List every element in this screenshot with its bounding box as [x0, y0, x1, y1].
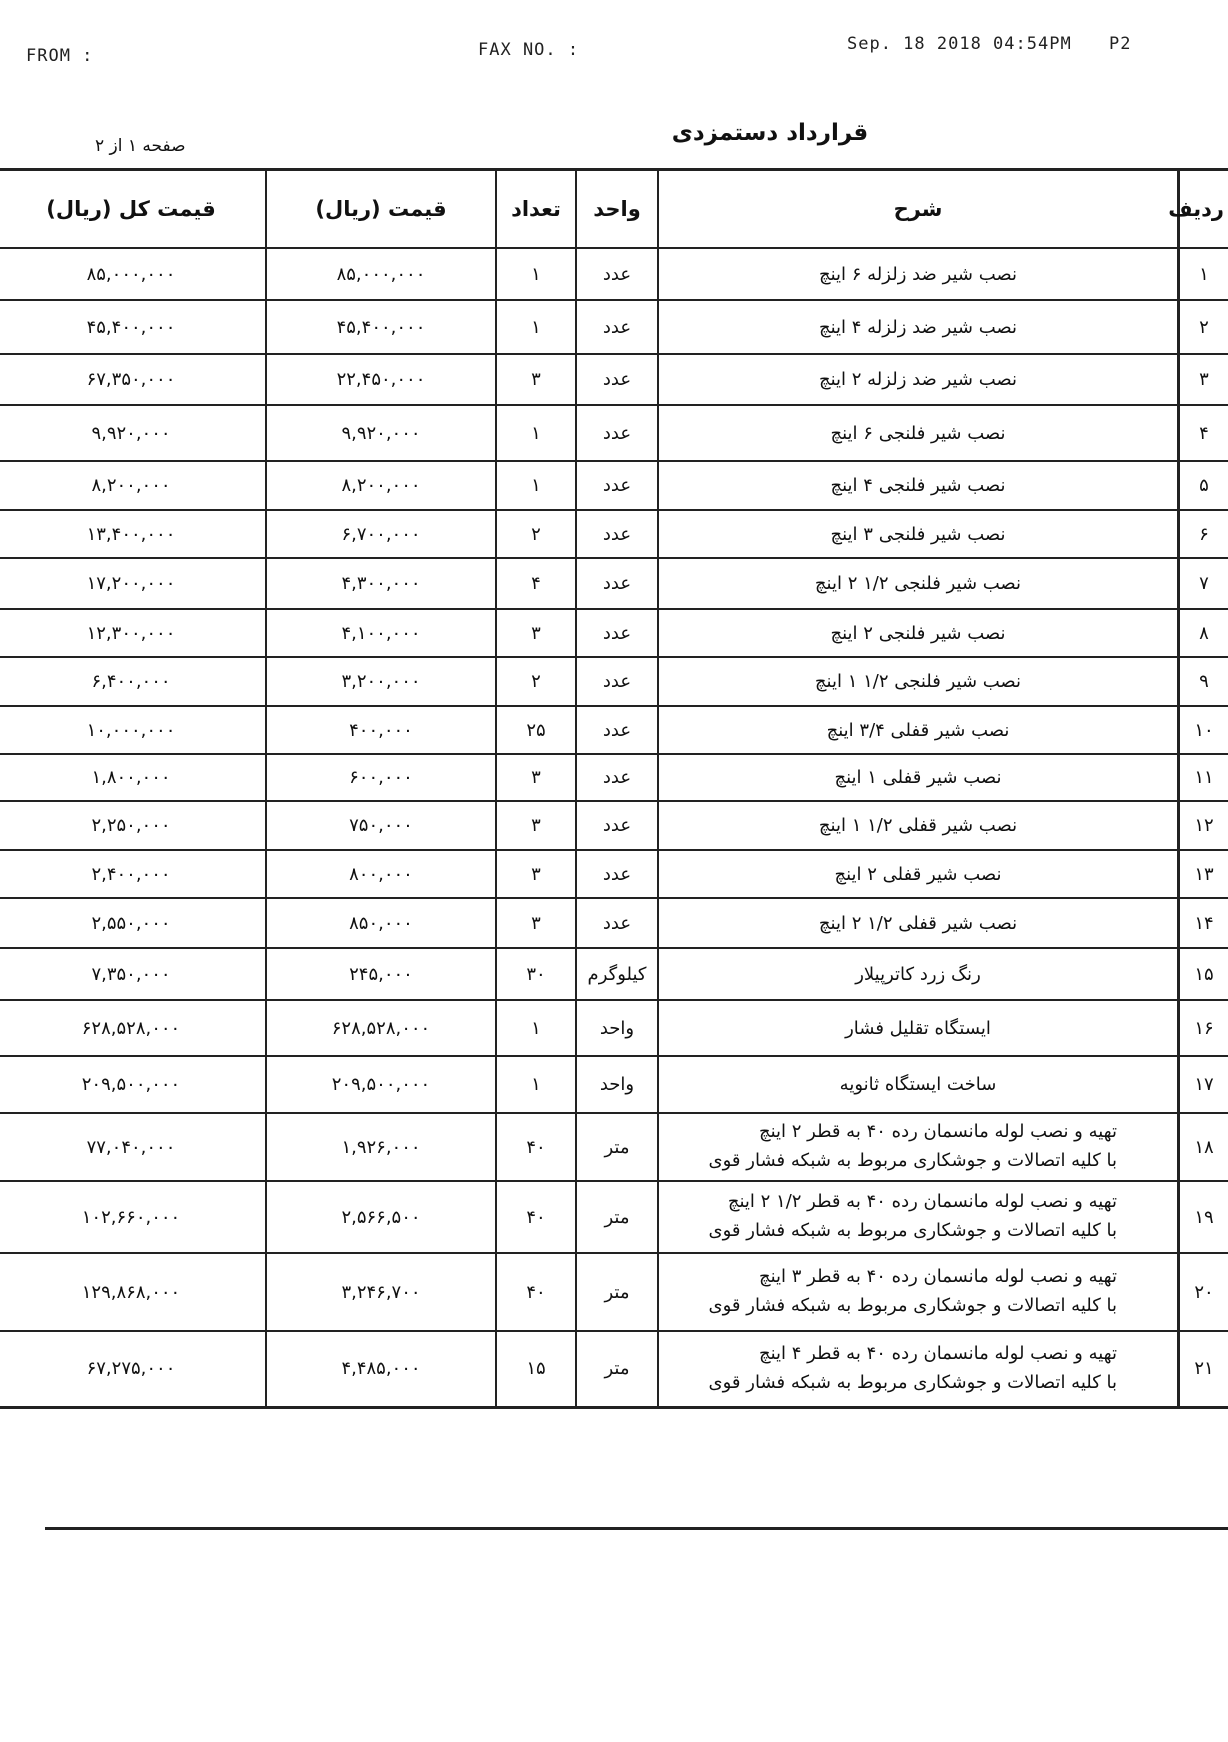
table-row — [0, 609, 1228, 657]
row-number-cell: ۱۴ — [1179, 898, 1228, 948]
unit-price-cell: ۲,۵۶۶,۵۰۰ — [266, 1181, 496, 1253]
unit-cell: عدد — [576, 754, 658, 801]
row-number-cell: ۴ — [1179, 405, 1228, 461]
description-cell: نصب شیر فلنجی ۱/۲ ۱ اینچ — [658, 657, 1179, 706]
column-header-unit: واحد — [576, 170, 658, 249]
quantity-cell: ۲ — [496, 657, 576, 706]
contract-table — [0, 168, 1228, 1409]
table-row — [0, 558, 1228, 609]
row-number-cell: ۱۷ — [1179, 1056, 1228, 1113]
quantity-cell: ۳ — [496, 898, 576, 948]
description-cell: نصب شیر ضد زلزله ۴ اینچ — [658, 300, 1179, 354]
quantity-cell: ۱۵ — [496, 1331, 576, 1407]
document-title: قرارداد دستمزدی — [671, 120, 869, 146]
unit-price-cell: ۱,۹۲۶,۰۰۰ — [266, 1113, 496, 1181]
total-price-cell: ۷۷,۰۴۰,۰۰۰ — [0, 1113, 266, 1181]
unit-price-cell: ۴۵,۴۰۰,۰۰۰ — [266, 300, 496, 354]
quantity-cell: ۱ — [496, 405, 576, 461]
quantity-cell: ۱ — [496, 300, 576, 354]
unit-cell: عدد — [576, 248, 658, 300]
row-number-cell: ۱۶ — [1179, 1000, 1228, 1056]
description-cell: نصب شیر فلنجی ۳ اینچ — [658, 510, 1179, 558]
unit-cell: متر — [576, 1113, 658, 1181]
unit-cell: متر — [576, 1331, 658, 1407]
description-cell — [658, 1331, 1179, 1407]
description-cell: نصب شیر قفلی ۲ اینچ — [658, 850, 1179, 898]
unit-cell: عدد — [576, 609, 658, 657]
column-header-quantity: تعداد — [496, 170, 576, 249]
quantity-cell: ۳ — [496, 754, 576, 801]
unit-price-cell: ۲۰۹,۵۰۰,۰۰۰ — [266, 1056, 496, 1113]
column-header-description: شرح — [658, 170, 1179, 249]
description-cell: نصب شیر فلنجی ۱/۲ ۲ اینچ — [658, 558, 1179, 609]
quantity-cell: ۱ — [496, 461, 576, 510]
description-line: تهیه و نصب لوله مانسمان رده ۴۰ به قطر ۱/۲ ۲ اینچ — [727, 1191, 1117, 1213]
quantity-cell: ۳ — [496, 801, 576, 850]
column-header-total-price: قیمت کل (ریال) — [0, 170, 266, 249]
row-number-cell: ۱۵ — [1179, 948, 1228, 1000]
table-header-row — [0, 170, 1228, 249]
table-row — [0, 898, 1228, 948]
row-number-cell: ۱۸ — [1179, 1113, 1228, 1181]
table-row — [0, 801, 1228, 850]
quantity-cell: ۴ — [496, 558, 576, 609]
unit-cell: عدد — [576, 461, 658, 510]
unit-price-cell: ۴۰۰,۰۰۰ — [266, 706, 496, 754]
unit-price-cell: ۶۰۰,۰۰۰ — [266, 754, 496, 801]
row-number-cell: ۸ — [1179, 609, 1228, 657]
unit-cell: عدد — [576, 898, 658, 948]
total-price-cell: ۱۲,۳۰۰,۰۰۰ — [0, 609, 266, 657]
total-price-cell: ۷,۳۵۰,۰۰۰ — [0, 948, 266, 1000]
row-number-cell: ۵ — [1179, 461, 1228, 510]
description-cell: رنگ زرد کاترپیلار — [658, 948, 1179, 1000]
description-line: تهیه و نصب لوله مانسمان رده ۴۰ به قطر ۲ اینچ — [758, 1121, 1117, 1143]
description-cell: نصب شیر فلنجی ۲ اینچ — [658, 609, 1179, 657]
quantity-cell: ۴۰ — [496, 1113, 576, 1181]
quantity-cell: ۳ — [496, 609, 576, 657]
unit-price-cell: ۳,۲۰۰,۰۰۰ — [266, 657, 496, 706]
page-number: صفحه ۱ از ۲ — [95, 136, 186, 156]
unit-price-cell: ۶۲۸,۵۲۸,۰۰۰ — [266, 1000, 496, 1056]
description-cell: نصب شیر قفلی ۱/۲ ۲ اینچ — [658, 898, 1179, 948]
unit-cell: عدد — [576, 405, 658, 461]
row-number-cell: ۷ — [1179, 558, 1228, 609]
unit-cell: عدد — [576, 510, 658, 558]
unit-cell: عدد — [576, 850, 658, 898]
total-price-cell: ۶۷,۲۷۵,۰۰۰ — [0, 1331, 266, 1407]
unit-cell: کیلوگرم — [576, 948, 658, 1000]
description-line-secondary: با کلیه اتصالات و جوشکاری مربوط به شبکه فشار قوی — [708, 1150, 1117, 1171]
unit-cell: واحد — [576, 1056, 658, 1113]
unit-price-cell: ۳,۲۴۶,۷۰۰ — [266, 1253, 496, 1331]
table-row — [0, 1253, 1228, 1331]
unit-price-cell: ۹,۹۲۰,۰۰۰ — [266, 405, 496, 461]
description-cell — [658, 1181, 1179, 1253]
table-row — [0, 657, 1228, 706]
unit-cell: عدد — [576, 558, 658, 609]
unit-cell: عدد — [576, 657, 658, 706]
total-price-cell: ۲,۴۰۰,۰۰۰ — [0, 850, 266, 898]
table-row — [0, 850, 1228, 898]
quantity-cell: ۳ — [496, 850, 576, 898]
table-row — [0, 354, 1228, 405]
total-price-cell: ۶۲۸,۵۲۸,۰۰۰ — [0, 1000, 266, 1056]
description-line: تهیه و نصب لوله مانسمان رده ۴۰ به قطر ۳ اینچ — [758, 1266, 1117, 1288]
description-cell: نصب شیر ضد زلزله ۶ اینچ — [658, 248, 1179, 300]
description-cell: ایستگاه تقلیل فشار — [658, 1000, 1179, 1056]
row-number-cell: ۱۱ — [1179, 754, 1228, 801]
total-price-cell: ۶,۴۰۰,۰۰۰ — [0, 657, 266, 706]
row-number-cell: ۲ — [1179, 300, 1228, 354]
unit-price-cell: ۲۴۵,۰۰۰ — [266, 948, 496, 1000]
description-line-secondary: با کلیه اتصالات و جوشکاری مربوط به شبکه فشار قوی — [708, 1371, 1117, 1393]
description-cell — [658, 1113, 1179, 1181]
total-price-cell: ۲,۲۵۰,۰۰۰ — [0, 801, 266, 850]
unit-cell: واحد — [576, 1000, 658, 1056]
total-price-cell: ۱۲۹,۸۶۸,۰۰۰ — [0, 1253, 266, 1331]
unit-price-cell: ۸۵,۰۰۰,۰۰۰ — [266, 248, 496, 300]
table-body — [0, 248, 1228, 1407]
total-price-cell: ۸۵,۰۰۰,۰۰۰ — [0, 248, 266, 300]
row-number-cell: ۲۱ — [1179, 1331, 1228, 1407]
total-price-cell: ۱۰۲,۶۶۰,۰۰۰ — [0, 1181, 266, 1253]
unit-price-cell: ۶,۷۰۰,۰۰۰ — [266, 510, 496, 558]
table-row — [0, 248, 1228, 300]
description-cell: نصب شیر فلنجی ۶ اینچ — [658, 405, 1179, 461]
table-row — [0, 948, 1228, 1000]
total-price-cell: ۱,۸۰۰,۰۰۰ — [0, 754, 266, 801]
table-row — [0, 1000, 1228, 1056]
total-price-cell: ۲,۵۵۰,۰۰۰ — [0, 898, 266, 948]
total-price-cell: ۱۰,۰۰۰,۰۰۰ — [0, 706, 266, 754]
total-price-cell: ۶۷,۳۵۰,۰۰۰ — [0, 354, 266, 405]
unit-price-cell: ۴,۳۰۰,۰۰۰ — [266, 558, 496, 609]
description-cell: ساخت ایستگاه ثانویه — [658, 1056, 1179, 1113]
quantity-cell: ۱ — [496, 1056, 576, 1113]
total-price-cell: ۱۳,۴۰۰,۰۰۰ — [0, 510, 266, 558]
unit-price-cell: ۷۵۰,۰۰۰ — [266, 801, 496, 850]
table-row — [0, 1056, 1228, 1113]
table-row — [0, 405, 1228, 461]
unit-price-cell: ۴,۴۸۵,۰۰۰ — [266, 1331, 496, 1407]
row-number-cell: ۲۰ — [1179, 1253, 1228, 1331]
unit-price-cell: ۸۵۰,۰۰۰ — [266, 898, 496, 948]
quantity-cell: ۳۰ — [496, 948, 576, 1000]
unit-price-cell: ۸۰۰,۰۰۰ — [266, 850, 496, 898]
total-price-cell: ۲۰۹,۵۰۰,۰۰۰ — [0, 1056, 266, 1113]
table-row — [0, 300, 1228, 354]
description-cell: نصب شیر ضد زلزله ۲ اینچ — [658, 354, 1179, 405]
fax-page-indicator: P2 — [1109, 34, 1132, 54]
description-cell — [658, 1253, 1179, 1331]
description-line: تهیه و نصب لوله مانسمان رده ۴۰ به قطر ۴ اینچ — [758, 1342, 1117, 1364]
description-cell: نصب شیر قفلی ۱/۲ ۱ اینچ — [658, 801, 1179, 850]
row-number-cell: ۱۰ — [1179, 706, 1228, 754]
fax-from-label: FROM : — [26, 46, 94, 66]
table-row — [0, 1331, 1228, 1407]
description-line-secondary: با کلیه اتصالات و جوشکاری مربوط به شبکه فشار قوی — [708, 1220, 1117, 1241]
total-price-cell: ۸,۲۰۰,۰۰۰ — [0, 461, 266, 510]
row-number-cell: ۳ — [1179, 354, 1228, 405]
unit-cell: عدد — [576, 801, 658, 850]
unit-price-cell: ۴,۱۰۰,۰۰۰ — [266, 609, 496, 657]
total-price-cell: ۱۷,۲۰۰,۰۰۰ — [0, 558, 266, 609]
table-row — [0, 461, 1228, 510]
row-number-cell: ۱۲ — [1179, 801, 1228, 850]
description-cell: نصب شیر فلنجی ۴ اینچ — [658, 461, 1179, 510]
table-row — [0, 754, 1228, 801]
table-bottom-rule — [45, 1527, 1228, 1530]
quantity-cell: ۳ — [496, 354, 576, 405]
table-row — [0, 706, 1228, 754]
fax-timestamp: Sep. 18 2018 04:54PM — [847, 34, 1072, 54]
row-number-cell: ۱۳ — [1179, 850, 1228, 898]
unit-cell: عدد — [576, 300, 658, 354]
unit-cell: عدد — [576, 706, 658, 754]
row-number-cell: ۱ — [1179, 248, 1228, 300]
quantity-cell: ۴۰ — [496, 1181, 576, 1253]
unit-price-cell: ۸,۲۰۰,۰۰۰ — [266, 461, 496, 510]
quantity-cell: ۱ — [496, 248, 576, 300]
quantity-cell: ۲۵ — [496, 706, 576, 754]
total-price-cell: ۹,۹۲۰,۰۰۰ — [0, 405, 266, 461]
table-row — [0, 510, 1228, 558]
row-number-cell: ۱۹ — [1179, 1181, 1228, 1253]
description-cell: نصب شیر قفلی ۳/۴ اینچ — [658, 706, 1179, 754]
unit-price-cell: ۲۲,۴۵۰,۰۰۰ — [266, 354, 496, 405]
row-number-cell: ۹ — [1179, 657, 1228, 706]
column-header-unit-price: قیمت (ریال) — [266, 170, 496, 249]
total-price-cell: ۴۵,۴۰۰,۰۰۰ — [0, 300, 266, 354]
unit-cell: متر — [576, 1181, 658, 1253]
quantity-cell: ۲ — [496, 510, 576, 558]
description-line-secondary: با کلیه اتصالات و جوشکاری مربوط به شبکه فشار قوی — [708, 1295, 1117, 1316]
quantity-cell: ۱ — [496, 1000, 576, 1056]
row-number-cell: ۶ — [1179, 510, 1228, 558]
fax-number-label: FAX NO. : — [478, 40, 580, 60]
table-row — [0, 1181, 1228, 1253]
unit-cell: عدد — [576, 354, 658, 405]
table-row — [0, 1113, 1228, 1181]
description-cell: نصب شیر قفلی ۱ اینچ — [658, 754, 1179, 801]
unit-cell: متر — [576, 1253, 658, 1331]
column-header-row: ردیف — [1179, 170, 1228, 249]
quantity-cell: ۴۰ — [496, 1253, 576, 1331]
